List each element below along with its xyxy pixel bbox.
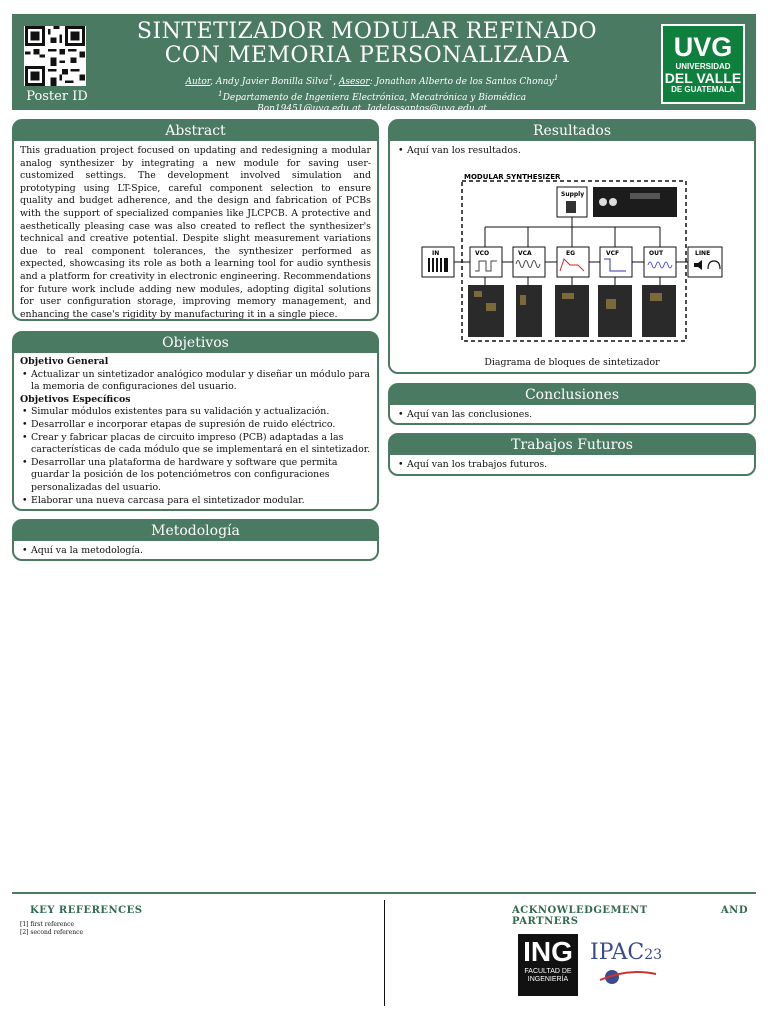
supply-label: Supply bbox=[561, 191, 585, 198]
references-list bbox=[20, 921, 83, 937]
conclusiones-panel bbox=[388, 383, 756, 425]
block-vca: VCA bbox=[518, 250, 532, 257]
list-item: • Aquí van los resultados. bbox=[396, 145, 748, 158]
list-item: • Desarrollar una plataforma de hardware y software que permita guardar la posición de los potenciómetros con configuraciones personalizadas del usuario. bbox=[20, 457, 371, 495]
trabajos-panel bbox=[388, 433, 756, 476]
general-heading: Objetivo General bbox=[20, 356, 109, 367]
abstract-title: Abstract bbox=[14, 121, 377, 141]
advisor-name: Jonathan Alberto de los Santos Chonay bbox=[375, 77, 554, 87]
qr-code-icon bbox=[24, 26, 86, 86]
block-vcf: VCF bbox=[606, 250, 620, 257]
list-item: • Elaborar una nueva carcasa para el sintetizador modular. bbox=[20, 495, 371, 508]
reference-item: [1] first reference bbox=[20, 921, 75, 928]
block-diagram bbox=[420, 169, 730, 354]
block-out: OUT bbox=[649, 250, 664, 257]
diagram-title: MODULAR SYNTHESIZER bbox=[464, 173, 561, 181]
objetivos-title: Objetivos bbox=[14, 333, 377, 353]
specific-heading: Objetivos Específicos bbox=[20, 393, 131, 405]
footer-divider bbox=[12, 892, 756, 894]
list-item: • Aquí van las conclusiones. bbox=[396, 409, 748, 422]
ing-logo bbox=[518, 934, 578, 996]
abstract-panel bbox=[12, 119, 379, 321]
logo-line-2: UNIVERSIDAD bbox=[675, 62, 731, 71]
emails: Bon19451@uvg.edu.gt, Jadelossantos@uvg.edu.gt bbox=[257, 104, 487, 114]
poster-id: Poster ID bbox=[26, 89, 88, 104]
ipac-logo-sub: 23 bbox=[644, 947, 663, 963]
objetivos-panel bbox=[12, 331, 379, 511]
ing-logo-text: ING bbox=[523, 936, 573, 967]
metodologia-panel bbox=[12, 519, 379, 561]
author-name: Andy Javier Bonilla Silva bbox=[215, 77, 329, 87]
list-item: • Desarrollar e incorporar etapas de supresión de ruido eléctrico. bbox=[20, 419, 371, 432]
acknowledgement-title: ACKNOWLEDGEMENT AND PARTNERS bbox=[512, 905, 748, 927]
advisor-label: Asesor bbox=[338, 77, 370, 87]
list-item: • Aquí va la metodología. bbox=[20, 545, 371, 558]
references-title: KEY REFERENCES bbox=[30, 905, 143, 916]
ipac-logo-text: IPAC bbox=[590, 940, 645, 965]
ipac-logo bbox=[590, 940, 680, 990]
list-item: • Simular módulos existentes para su validación y actualización. bbox=[20, 406, 371, 419]
logo-line-4: DE GUATEMALA bbox=[671, 85, 735, 94]
trabajos-title: Trabajos Futuros bbox=[390, 435, 754, 455]
figure-caption: Diagrama de bloques de sintetizador bbox=[484, 357, 660, 368]
logo-line-3: DEL VALLE bbox=[664, 70, 742, 86]
poster-header bbox=[12, 14, 756, 114]
affiliation-sup: 1 bbox=[217, 89, 223, 98]
resultados-title: Resultados bbox=[390, 121, 754, 141]
author-block: Autor, Andy Javier Bonilla Silva$^1$, Asesor: Jonathan Alberto de los Santos Chonay$^1$ $^1$Departamento de Ingeniera Electrónica, Mecatrónica y Biomédica Bon19451@uvg.edu.gt, Jadelossantos@uvg.edu.gt bbox=[132, 72, 612, 115]
author-label: Autor bbox=[185, 77, 211, 87]
list-item: • Crear y fabricar placas de circuito impreso (PCB) adaptadas a las características de cada módulo que se implementará en el sintetizador. bbox=[20, 432, 371, 457]
title-line-1: SINTETIZADOR MODULAR REFINADO bbox=[136, 19, 598, 44]
conclusiones-title: Conclusiones bbox=[390, 385, 754, 405]
metodologia-title: Metodología bbox=[14, 521, 377, 541]
block-eg: EG bbox=[566, 250, 576, 257]
list-item: • Aquí van los trabajos futuros. bbox=[396, 459, 748, 472]
reference-item: [2] second reference bbox=[20, 929, 84, 936]
resultados-panel bbox=[388, 119, 756, 374]
uvg-logo bbox=[661, 24, 745, 104]
logo-line-1: UVG bbox=[673, 32, 733, 62]
block-line: LINE bbox=[695, 250, 711, 257]
title-line-2: CON MEMORIA PERSONALIZADA bbox=[164, 43, 570, 68]
ing-logo-sub1: FACULTAD DE bbox=[524, 968, 572, 975]
block-vco: VCO bbox=[475, 250, 490, 257]
abstract-text: This graduation project focused on updating and redesigning a modular analog synthesizer by integrating a new module for saving user-customized settings. The development involved simulation and prototyping using LT-Spice, careful component selection to ensure quality and budget adherence, and the design and fabrication of PCBs with the support of specialized companies like JLCPCB. A protective and aesthetically pleasing case was also created to reflect the synthesizer's technical and creative potential. Despite slight measurement variations due to real component tolerances, the synthesizer performed as expected, showcasing its role as both a learning tool for audio synthesis and a platform for creativity in electronic engineering. Recommendations for future work include adding new modules, adopting digital solutions for user configuration storage, improving memory management, and enhancing the case's rigidity by manufacturing it in a single piece. bbox=[20, 145, 371, 320]
list-item: • Actualizar un sintetizador analógico modular y diseñar un módulo para la memoria de configuraciones del usuario. bbox=[20, 369, 371, 394]
footer-vertical-divider bbox=[384, 900, 385, 1006]
department: Departamento de Ingeniera Electrónica, Mecatrónica y Biomédica bbox=[222, 93, 527, 103]
ing-logo-sub2: INGENIERÍA bbox=[527, 976, 569, 983]
affiliation-sup: 1 bbox=[328, 73, 334, 82]
ipac-swoosh-icon bbox=[598, 966, 658, 988]
affiliation-sup: 1 bbox=[553, 73, 559, 82]
block-in: IN bbox=[432, 250, 440, 257]
poster-title bbox=[122, 20, 612, 68]
